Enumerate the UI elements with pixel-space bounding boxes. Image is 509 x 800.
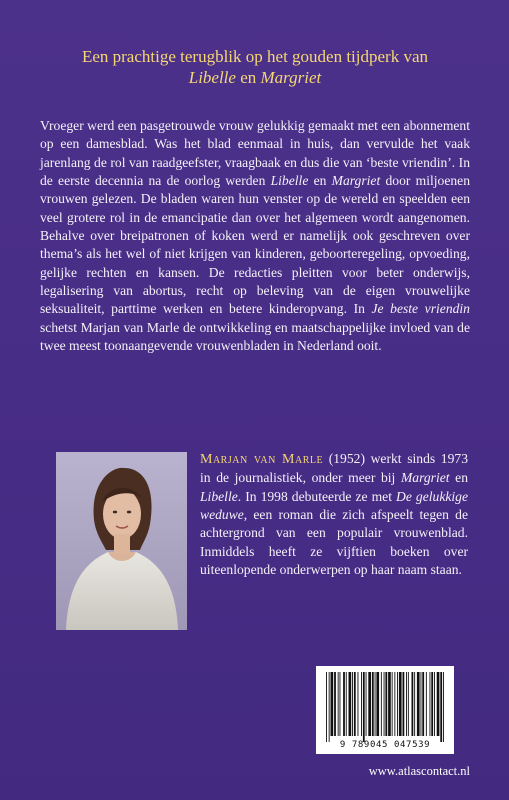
barcode-bar (434, 672, 435, 736)
barcode-bar (426, 672, 427, 736)
barcode-bar (363, 672, 365, 742)
barcode-bar (376, 672, 379, 736)
barcode-bar (412, 672, 414, 736)
barcode-bar (394, 672, 395, 736)
barcode-bar (368, 672, 371, 736)
barcode-bar (440, 672, 442, 742)
barcode-bar (388, 672, 391, 736)
tagline (40, 46, 470, 88)
author-bio (200, 450, 468, 579)
barcode-bar (340, 672, 341, 736)
barcode-bar (399, 672, 402, 736)
barcode-bar (422, 672, 424, 736)
bio-text: . In 1998 debuteerde ze met (237, 488, 397, 504)
magazine-name: Libelle (200, 488, 238, 504)
description-text: en (308, 173, 332, 189)
author-name: Marjan van Marle (200, 452, 324, 467)
barcode-bar (366, 672, 367, 736)
barcode-bar (375, 672, 376, 736)
barcode-bar (443, 672, 444, 742)
barcode-bar (403, 672, 405, 736)
description-paragraph (40, 117, 470, 355)
barcode-bar (381, 672, 382, 736)
barcode-bar (354, 672, 356, 736)
barcode-bar (352, 672, 353, 736)
barcode-bar (430, 672, 431, 736)
barcode-bar (397, 672, 398, 736)
barcode-bar (437, 672, 440, 736)
isbn-number: 9 789045 047539 (339, 740, 431, 750)
description-text: door miljoenen vrouwen gelezen. De bladen waren hun venster op de wereld en speelden een veel grotere rol in de emancipatie dan over het algemeen wordt aangenomen. Behalve over breipatronen of koken werd er namelijk ook geschreven over thema’s als het wel of niet krijgen van kinderen, geboorteregeling, opvoeding, gelijke rechten en kansen. De redacties pleitten voor beter onderwijs, legalisering van abortus, recht op beleving van de eigen vrouwelijke seksualiteit, parttime werken en betere kinderopvang. In (40, 173, 470, 317)
barcode-bar (372, 672, 374, 736)
barcode-bar (421, 672, 422, 736)
barcode-bar (338, 672, 339, 736)
book-title: Je beste vriendin (371, 301, 470, 317)
barcode-bar (329, 672, 330, 742)
barcode-bar (358, 672, 359, 736)
description-text: schetst Marjan van Marle de ontwikkeling en maatschappelijke invloed van de twee meest toonaangevende vrouwenbladen in Nederland ooit. (40, 319, 470, 354)
barcode-bar (349, 672, 352, 736)
tagline-conjunction: en (235, 68, 261, 87)
magazine-name: Libelle (270, 173, 309, 189)
barcode-bar (406, 672, 407, 736)
barcode-bar (417, 672, 420, 736)
magazine-name: Margriet (331, 173, 381, 189)
tagline-line-2 (40, 67, 470, 88)
tagline-magazine-1: Libelle (188, 68, 236, 87)
barcode-bar (431, 672, 433, 736)
publisher-website: www.atlascontact.nl (368, 764, 470, 778)
book-description (40, 117, 470, 355)
author-photo (56, 452, 187, 630)
magazine-name: Margriet (400, 470, 450, 486)
barcode-bar (408, 672, 409, 736)
bio-text: en (449, 470, 468, 486)
bio-paragraph (200, 450, 468, 579)
barcode-bar (343, 672, 345, 736)
bio-text: (1952) werkt sinds 1973 in de journalistiek, onder meer bij (200, 451, 468, 486)
barcode-bar (346, 672, 347, 736)
description-text: Vroeger werd een pasgetrouwde vrouw gelukkig gemaakt met een abonnement op een damesblad. Was het blad eenmaal in huis, dan vervulde het vaak jarenlang de rol van raadgeefster, vraagbaak en dus die van ‘beste vriendin’. In de eerste decennia na de oorlog werden (40, 118, 470, 189)
barcode-bar (385, 672, 387, 736)
tagline-magazine-2: Margriet (260, 68, 322, 87)
barcode-bar (361, 672, 362, 736)
barcode-bar (334, 672, 336, 736)
tagline-line-1: Een prachtige terugblik op het gouden tijdperk van (81, 47, 429, 66)
bio-text: , een roman die zich afspeelt tegen de achtergrond van een populair vrouwenblad. Inmiddels heeft ze vijftien boeken over uiteenlopende onderwerpen op haar naam staan. (200, 507, 468, 578)
barcode-bar (392, 672, 393, 736)
debut-novel-title: De gelukkige weduwe (200, 488, 468, 523)
barcode-bar (326, 672, 327, 742)
author-portrait-image (56, 452, 187, 630)
barcode-bar (414, 672, 415, 736)
barcode-bar (384, 672, 385, 736)
barcode-bar (331, 672, 334, 736)
